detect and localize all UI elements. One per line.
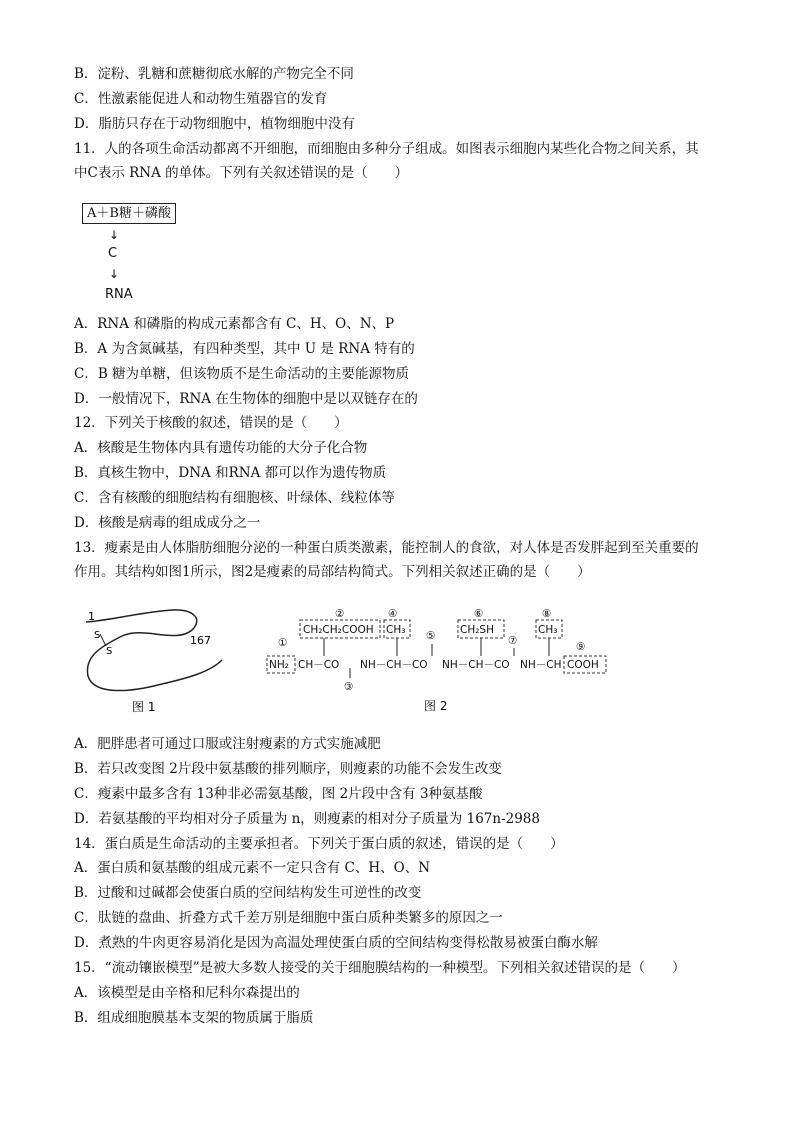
chain-segment-1: CH－CO bbox=[298, 659, 340, 671]
q11-arrow-down: ↓ bbox=[109, 228, 120, 242]
q14-option-b: B．过酸和过碱都会使蛋白质的空间结构发生可逆性的改变 bbox=[74, 885, 422, 901]
q11-stem-line2: 中C表示 RNA 的单体。下列有关叙述错误的是（ ） bbox=[74, 165, 409, 181]
q11-option-c: C．B 糖为单糖，但该物质不是生命活动的主要能源物质 bbox=[74, 366, 410, 382]
marker-2: ② bbox=[335, 608, 345, 620]
q13-stem-line2: 作用。其结构如图1所示，图2是瘦素的局部结构简式。下列相关叙述正确的是（ ） bbox=[74, 564, 591, 580]
q11-diagram-c: C bbox=[108, 246, 118, 261]
chain-end-label: 167 bbox=[190, 634, 211, 647]
r-group-3: CH₂SH bbox=[460, 624, 494, 636]
q14-stem: 14．蛋白质是生命活动的主要承担者。下列关于蛋白质的叙述，错误的是（ ） bbox=[74, 836, 564, 852]
q13-option-a: A．肥胖患者可通过口服或注射瘦素的方式实施减肥 bbox=[74, 736, 381, 752]
figure-2-caption: 图 2 bbox=[424, 699, 448, 713]
chain-segment-2: NH－CH－CO bbox=[360, 659, 428, 671]
q11-diagram-rna: RNA bbox=[105, 287, 133, 302]
sulfur-label-2: S bbox=[106, 646, 113, 657]
marker-1: ① bbox=[278, 637, 288, 649]
q15-option-a: A．该模型是由辛格和尼科尔森提出的 bbox=[74, 985, 300, 1001]
q13-option-b: B．若只改变图 2片段中氨基酸的排列顺序，则瘦素的功能不会发生改变 bbox=[74, 761, 502, 777]
q12-stem: 12．下列关于核酸的叙述，错误的是（ ） bbox=[74, 415, 348, 431]
r-group-2: CH₃ bbox=[386, 624, 406, 636]
q12-option-b: B．真核生物中，DNA 和RNA 都可以作为遗传物质 bbox=[74, 465, 387, 481]
disulfide-bond-line bbox=[100, 634, 106, 646]
chain-start-label: 1 bbox=[88, 610, 95, 623]
q13-option-d: D．若氨基酸的平均相对分子质量为 n，则瘦素的相对分子质量为 167n-2988 bbox=[74, 811, 540, 827]
q10-option-b: B．淀粉、乳糖和蔗糖彻底水解的产物完全不同 bbox=[74, 66, 354, 82]
r-group-1: CH₂CH₂COOH bbox=[303, 624, 374, 636]
chain-segment-4: NH－CH bbox=[520, 659, 562, 671]
q11-stem-line1: 11．人的各项生命活动都离不开细胞，而细胞由多种分子组成。如图表示细胞内某些化合物之间关系，其 bbox=[74, 141, 699, 157]
q13-option-c: C．瘦素中最多含有 13种非必需氨基酸，图 2片段中含有 3种氨基酸 bbox=[74, 786, 483, 802]
q14-option-c: C．肽链的盘曲、折叠方式千差万别是细胞中蛋白质种类繁多的原因之一 bbox=[74, 910, 503, 926]
q12-option-d: D．核酸是病毒的组成成分之一 bbox=[74, 515, 261, 531]
r-group-4: CH₃ bbox=[538, 624, 558, 636]
q11-arrow-down-2: ↓ bbox=[109, 267, 120, 281]
q14-option-a: A．蛋白质和氨基酸的组成元素不一定只含有 C、H、O、N bbox=[74, 860, 431, 876]
amino-group: NH₂ bbox=[269, 659, 289, 671]
marker-7: ⑦ bbox=[508, 635, 518, 647]
q11-option-a: A．RNA 和磷脂的构成元素都含有 C、H、O、N、P bbox=[74, 316, 395, 332]
marker-6: ⑥ bbox=[474, 608, 484, 620]
q11-option-b: B．A 为含氮碱基，有四种类型，其中 U 是 RNA 特有的 bbox=[74, 341, 415, 357]
marker-3: ③ bbox=[344, 681, 354, 693]
marker-4: ④ bbox=[388, 608, 398, 620]
q11-diagram-box: A＋B糖＋磷酸 bbox=[82, 203, 176, 224]
q15-option-b: B．组成细胞膜基本支架的物质属于脂质 bbox=[74, 1010, 314, 1026]
figure-2 bbox=[262, 606, 622, 716]
marker-5: ⑤ bbox=[426, 630, 436, 642]
carboxyl-group: COOH bbox=[567, 659, 599, 671]
q12-option-a: A．核酸是生物体内具有遗传功能的大分子化合物 bbox=[74, 440, 368, 456]
figure-1 bbox=[72, 596, 242, 716]
q10-option-d: D．脂肪只存在于动物细胞中，植物细胞中没有 bbox=[74, 116, 355, 132]
marker-9: ⑨ bbox=[576, 641, 586, 653]
chain-segment-3: NH－CH－CO bbox=[442, 659, 510, 671]
q12-option-c: C．含有核酸的细胞结构有细胞核、叶绿体、线粒体等 bbox=[74, 490, 395, 506]
figure-1-caption: 图 1 bbox=[132, 700, 156, 714]
marker-8: ⑧ bbox=[542, 608, 552, 620]
q11-option-d: D．一般情况下，RNA 在生物体的细胞中是以双链存在的 bbox=[74, 391, 418, 407]
q15-stem: 15．“流动镶嵌模型”是被大多数人接受的关于细胞膜结构的一种模型。下列相关叙述错误的是（ ） bbox=[74, 960, 686, 976]
sulfur-label-1: S bbox=[94, 630, 101, 641]
q10-option-c: C．性激素能促进人和动物生殖器官的发育 bbox=[74, 91, 328, 107]
q14-option-d: D．煮熟的牛肉更容易消化是因为高温处理使蛋白质的空间结构变得松散易被蛋白酶水解 bbox=[74, 935, 598, 951]
q13-stem-line1: 13．瘦素是由人体脂肪细胞分泌的一种蛋白质类激素，能控制人的食欲，对人体是否发胖起到至关重要的 bbox=[74, 540, 699, 556]
